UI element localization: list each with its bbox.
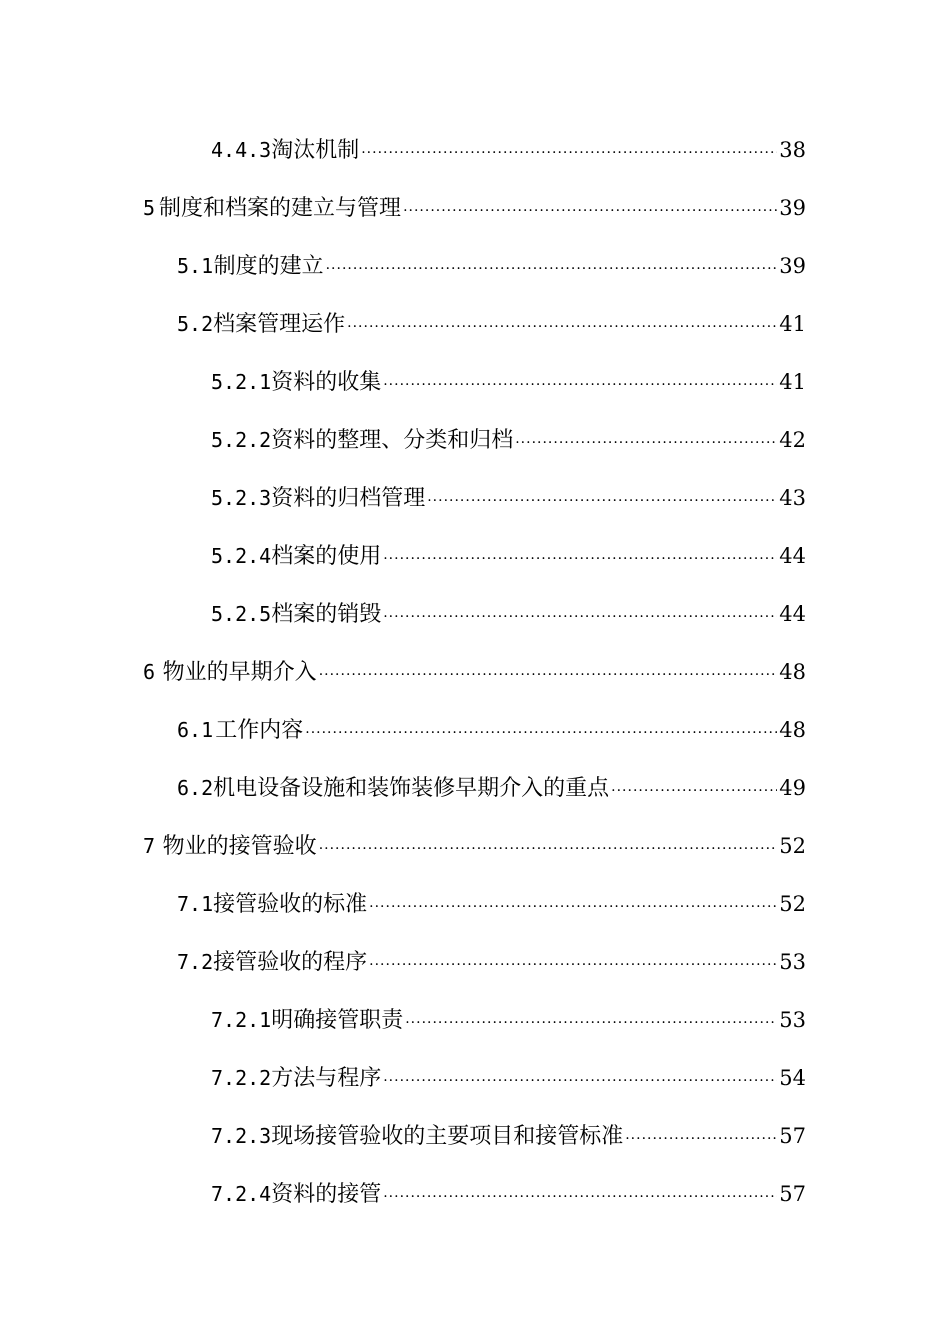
dot-leader — [515, 414, 777, 472]
toc-page-number: 52 — [779, 834, 806, 858]
toc-entry-7[interactable] — [0, 817, 950, 875]
toc-entry-6-2[interactable] — [0, 759, 950, 817]
toc-number: 7.2 — [177, 950, 214, 974]
dot-leader — [383, 356, 777, 414]
dot-leader — [625, 1110, 777, 1168]
toc-entry-7-2[interactable] — [0, 933, 950, 991]
toc-page-number: 48 — [779, 718, 806, 742]
toc-number: 7 — [143, 834, 156, 858]
dot-leader — [369, 878, 777, 936]
toc-title: 制度的建立 — [213, 254, 324, 279]
dot-leader — [319, 820, 778, 878]
toc-number: 5.2.4 — [211, 544, 272, 568]
toc-title: 现场接管验收的主要项目和接管标准 — [271, 1124, 624, 1149]
toc-title: 资料的收集 — [271, 370, 382, 395]
toc-entry-5-2-5[interactable] — [0, 585, 950, 643]
toc-number: 5 — [143, 196, 156, 220]
toc-number: 5.2.5 — [211, 602, 272, 626]
toc-page-number: 57 — [779, 1182, 806, 1206]
toc-entry-6[interactable] — [0, 643, 950, 701]
toc-page-number: 53 — [779, 1008, 806, 1032]
toc-title: 方法与程序 — [271, 1066, 382, 1091]
dot-leader — [305, 704, 777, 762]
toc-number: 7.2.3 — [211, 1124, 272, 1148]
dot-leader — [405, 994, 777, 1052]
dot-leader — [383, 588, 777, 646]
toc-page-number: 44 — [779, 602, 806, 626]
toc-entry-4-4-3[interactable] — [0, 121, 950, 179]
toc-number: 7.1 — [177, 892, 214, 916]
toc-entry-5-2-1[interactable] — [0, 353, 950, 411]
toc-entry-6-1[interactable] — [0, 701, 950, 759]
toc-title: 制度和档案的建立与管理 — [159, 196, 402, 221]
toc-entry-5-2-4[interactable] — [0, 527, 950, 585]
toc-title: 机电设备设施和装饰装修早期介入的重点 — [213, 776, 610, 801]
toc-title: 档案的使用 — [271, 544, 382, 569]
toc-number: 6.1 — [177, 718, 214, 742]
toc-entry-7-2-2[interactable] — [0, 1049, 950, 1107]
toc-entry-7-2-4[interactable] — [0, 1165, 950, 1223]
toc-page-number: 42 — [779, 428, 806, 452]
dot-leader — [361, 124, 777, 182]
toc-entry-7-1[interactable] — [0, 875, 950, 933]
toc-number: 5.2 — [177, 312, 214, 336]
toc-title: 接管验收的标准 — [213, 892, 368, 917]
toc-page-number: 48 — [779, 660, 806, 684]
toc-title: 接管验收的程序 — [213, 950, 368, 975]
toc-title: 物业的接管验收 — [162, 834, 317, 859]
toc-number: 6.2 — [177, 776, 214, 800]
dot-leader — [383, 1168, 777, 1226]
toc-page-number: 38 — [779, 138, 806, 162]
toc-title: 淘汰机制 — [271, 138, 360, 163]
toc-title: 工作内容 — [215, 718, 304, 743]
table-of-contents — [0, 121, 950, 1223]
toc-page-number: 53 — [779, 950, 806, 974]
dot-leader — [347, 298, 777, 356]
dot-leader — [383, 530, 777, 588]
toc-entry-5-1[interactable] — [0, 237, 950, 295]
toc-number: 5.2.2 — [211, 428, 272, 452]
toc-title: 资料的整理、分类和归档 — [271, 428, 514, 453]
toc-number: 5.1 — [177, 254, 214, 278]
toc-title: 资料的接管 — [271, 1182, 382, 1207]
toc-entry-5[interactable] — [0, 179, 950, 237]
toc-number: 6 — [143, 660, 156, 684]
toc-number: 7.2.4 — [211, 1182, 272, 1206]
toc-title: 档案管理运作 — [213, 312, 346, 337]
toc-title: 明确接管职责 — [271, 1008, 404, 1033]
toc-entry-7-2-1[interactable] — [0, 991, 950, 1049]
toc-number: 7.2.2 — [211, 1066, 272, 1090]
toc-number: 7.2.1 — [211, 1008, 272, 1032]
dot-leader — [326, 240, 778, 298]
toc-entry-7-2-3[interactable] — [0, 1107, 950, 1165]
toc-entry-5-2[interactable] — [0, 295, 950, 353]
toc-page-number: 49 — [779, 776, 806, 800]
toc-page-number: 41 — [779, 312, 806, 336]
toc-number: 4.4.3 — [211, 138, 272, 162]
dot-leader — [403, 182, 777, 240]
toc-page-number: 57 — [779, 1124, 806, 1148]
toc-page-number: 44 — [779, 544, 806, 568]
toc-title: 档案的销毁 — [271, 602, 382, 627]
toc-page-number: 54 — [779, 1066, 806, 1090]
toc-page-number: 52 — [779, 892, 806, 916]
dot-leader — [427, 472, 777, 530]
toc-page-number: 43 — [779, 486, 806, 510]
toc-title: 物业的早期介入 — [162, 660, 317, 685]
toc-page-number: 41 — [779, 370, 806, 394]
dot-leader — [383, 1052, 777, 1110]
toc-number: 5.2.3 — [211, 486, 272, 510]
toc-title: 资料的归档管理 — [271, 486, 426, 511]
dot-leader — [611, 762, 777, 820]
toc-entry-5-2-2[interactable] — [0, 411, 950, 469]
toc-entry-5-2-3[interactable] — [0, 469, 950, 527]
toc-number: 5.2.1 — [211, 370, 272, 394]
dot-leader — [369, 936, 777, 994]
toc-page-number: 39 — [779, 196, 806, 220]
dot-leader — [319, 646, 778, 704]
toc-page-number: 39 — [779, 254, 806, 278]
